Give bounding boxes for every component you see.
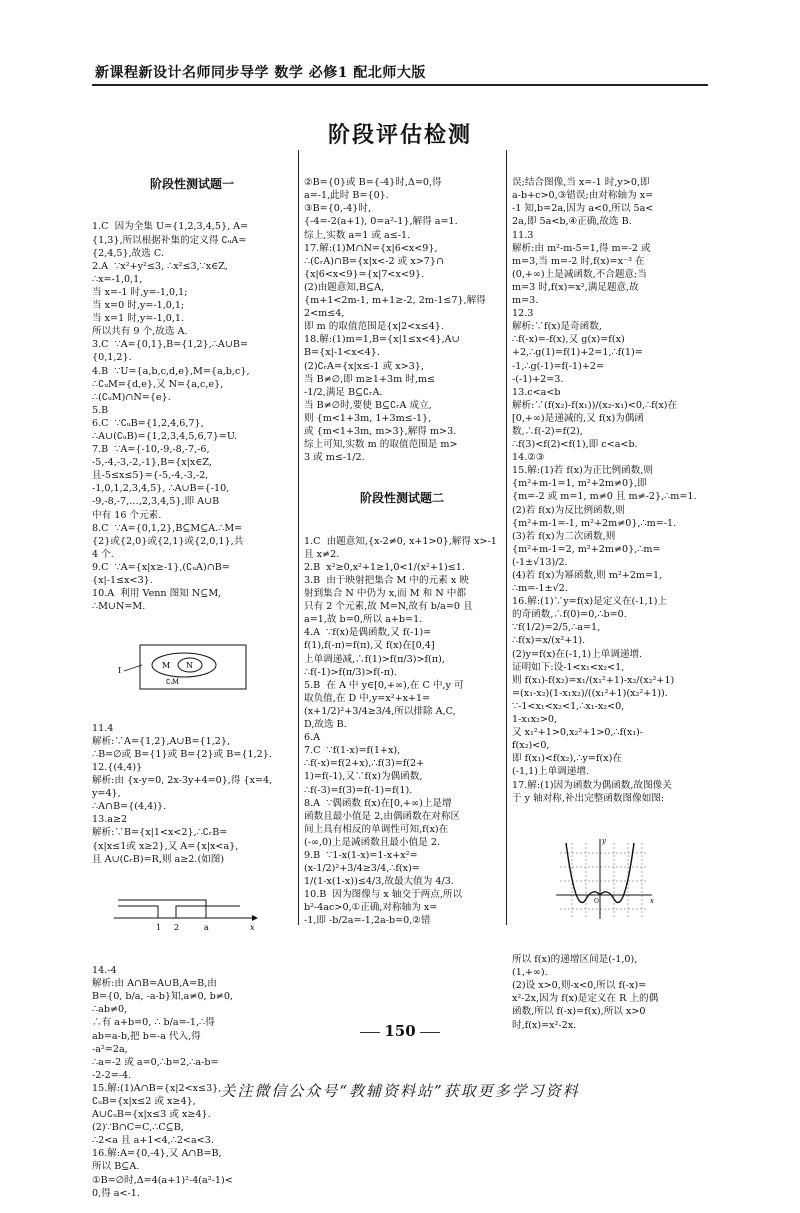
- answer-line: 1)=f(-1),又∵f(x)为偶函数,: [304, 771, 423, 783]
- answer-line: 解析:∵B={x|1<x<2},∴∁ᵣB=: [92, 827, 228, 839]
- answer-line: 11.3: [512, 229, 534, 241]
- answer-line: ①B=∅时,Δ=4(a+1)²-4(a²-1)<: [92, 1174, 233, 1186]
- answer-line: (2)∵B∩C=C,∴C⊆B,: [92, 1122, 184, 1134]
- answer-line: -9,-8,-7,…,2,3,4,5},即 A∪B: [92, 496, 220, 508]
- answer-line: 1/(1-x(1-x))≤4/3,故最大值为 4/3.: [304, 876, 454, 888]
- answer-line: ∴x=-1,0,1,: [92, 273, 143, 285]
- answer-line: 1.C 因为全集 U={1,2,3,4,5}, A=: [92, 221, 249, 233]
- answer-line: ∵f(1/2)=2/5,∴a=1,: [512, 622, 601, 634]
- answer-line: 当 x=0 时,y=-1,0,1;: [92, 300, 185, 312]
- answer-line: 15.解:(1)若 f(x)为正比例函数,则: [512, 465, 653, 477]
- answer-line: 函数且最小值是 2,由偶函数在对称区: [304, 810, 461, 822]
- page-title: 阶段评估检测: [327, 122, 472, 148]
- graph-x-label: x: [650, 896, 654, 905]
- answer-line: {1,3},所以根据补集的定义得 ∁ᵤA=: [92, 234, 247, 246]
- axis-arrow: [252, 915, 258, 921]
- answer-line: ab=a-b,把 b=-a 代入,得: [92, 1030, 201, 1042]
- answer-column-1: [92, 150, 292, 1213]
- answer-line: 14.②③: [512, 452, 545, 464]
- answer-line: 16.解:(1)∵y=f(x)是定义在(-1,1)上: [512, 596, 668, 608]
- answer-line: 9.C ∵A={x|x≥-1},(∁ᵤA)∩B=: [92, 561, 230, 573]
- answer-line: +2,∴g(1)=f(1)+2=1,∴f(1)=: [512, 347, 643, 359]
- answer-line: 上单调递减,∴f(1)>f(π/3)>f(π),: [304, 653, 445, 665]
- answer-line: 当 B≠∅时,要使 B⊆∁ᵣA 成立,: [304, 399, 432, 411]
- answer-line: 17.解:(1)因为函数为偶函数,故图像关: [512, 779, 672, 791]
- answer-line: 12.3: [512, 308, 534, 320]
- answer-line: {m=-2 或 m=1, m≠0 且 m≠-2},∴m=1.: [512, 491, 697, 503]
- answer-line: ∴M∪N=M.: [92, 601, 146, 613]
- answer-line: (x-1/2)²+3/4≥3/4,∴f(x)=: [304, 863, 420, 875]
- answer-column-3: [512, 150, 712, 1045]
- answer-line: 且-5≤x≤5}={-5,-4,-3,-2,: [92, 470, 209, 482]
- answer-line: (1,+∞).: [512, 967, 548, 979]
- answer-line: 则 {m<1+3m, 1+3m≤-1},: [304, 412, 432, 424]
- answer-line: 且 A∪(∁ᵣB)=R,则 a≥2.(如图): [92, 853, 225, 865]
- answer-line: 射到集合 N 中仍为 x,而 M 和 N 中都: [304, 588, 466, 600]
- interval-a: [118, 900, 206, 918]
- answer-line: ∴f(3)<f(2)<f(1),即 c<a<b.: [512, 439, 638, 451]
- answer-line: ∴A∩B={(4,4)}.: [92, 801, 167, 813]
- answer-line: {m²+m-1=1, m²+2m≠0},即: [512, 478, 647, 490]
- answer-line: (2)由题意知,B⊆A,: [304, 281, 385, 293]
- answer-line: ∴B=∅或 B={1}或 B={2}或 B={1,2}.: [92, 748, 272, 760]
- answer-line: 1.C 由题意知,{x-2≠0, x+1>0},解得 x>-1: [304, 535, 497, 547]
- answer-line: 5.B: [92, 404, 109, 416]
- answer-line: (2)若 f(x)为反比例函数,则: [512, 504, 625, 516]
- answer-line: 解析:由 m²-m-5=1,得 m=-2 或: [512, 242, 651, 254]
- answer-line: (4)若 f(x)为幂函数,则 m²+2m=1,: [512, 570, 663, 581]
- answers-block: [92, 220, 292, 613]
- answer-line: 17.解:(1)M∩N={x|6<x<9},: [304, 242, 438, 254]
- column-divider: [298, 150, 299, 925]
- answer-line: 11.4: [92, 722, 114, 734]
- answer-line: -1 知,b=2a,因为 a<0,所以 5a<: [512, 203, 654, 215]
- answer-line: ∵-1<x₁<x₂<1,∴x₁-x₂<0,: [512, 700, 625, 712]
- answer-line: -1,∴g(-1)=f(-1)+2=: [512, 360, 605, 372]
- section-heading-test-2: 阶段性测试题二: [359, 491, 444, 506]
- answer-line: 中有 16 个元素.: [92, 509, 162, 521]
- answer-line: {x|x≤1或 x≥2},又 A={x|x<a},: [92, 840, 239, 852]
- answer-line: 所以 f(x)的递增区间是(-1,0),: [512, 954, 638, 966]
- answer-line: 3 或 m≤-1/2.: [304, 452, 365, 464]
- answer-line: 当 x=-1 时,y=-1,0,1;: [92, 286, 188, 298]
- answer-column-2: [304, 150, 500, 941]
- answers-block: [304, 535, 500, 928]
- answer-line: 12.{(4,4)}: [92, 761, 143, 773]
- answer-line: 9.B ∵1-x(1-x)=1-x+x²=: [304, 849, 418, 861]
- answer-line: (2)设 x>0,则-x<0,所以 f(-x)=: [512, 980, 647, 992]
- answer-line: -1/2,满足 B⊆∁ᵣA.: [304, 386, 383, 398]
- venn-pointer: [124, 665, 142, 671]
- answer-line: D,故选 B.: [304, 719, 347, 731]
- answer-line: ∴f(-1)>f(π/3)>f(-π).: [304, 666, 397, 678]
- answer-line: 10.A 利用 Venn 图知 N⊆M,: [92, 588, 222, 600]
- venn-universe-rect: [140, 645, 246, 689]
- answer-line: x²-2x,因为 f(x)是定义在 R 上的偶: [512, 993, 659, 1005]
- answer-line: -5,-4,-3,-2,-1},B={x|x∈Z,: [92, 457, 212, 469]
- answer-line: ②B={0}或 B={-4}时,Δ=0,得: [304, 177, 442, 189]
- answer-line: 16.解:A={0,-4},又 A∩B=B,: [92, 1148, 222, 1160]
- answer-line: 数,∴f(-2)=f(2),: [512, 425, 583, 437]
- answer-line: 当 x=1 时,y=-1,0,1.: [92, 313, 185, 325]
- answer-line: 解析:∵A={1,2},A∪B={1,2},: [92, 735, 231, 747]
- answer-line: {m²+m-1=2, m²+2m≠0},∴m=(-1±√13)/2.: [512, 543, 661, 568]
- answer-line: 综上,实数 a=1 或 a≤-1.: [304, 229, 411, 241]
- header-rule: [92, 84, 708, 86]
- answer-line: {0,1,2}.: [92, 352, 132, 364]
- graph-grid: [560, 843, 648, 917]
- answer-line: {x|-1≤x<3}.: [92, 575, 153, 586]
- answer-line: ∴∁ᵤM={d,e},又 N={a,c,e},: [92, 378, 224, 390]
- answer-line: 的奇函数,∴f(0)=0,∴b=0.: [512, 609, 627, 621]
- answer-line: -2-2=-4.: [92, 1069, 132, 1081]
- answer-line: ∴ab≠0,: [92, 1004, 128, 1016]
- answer-line: ∴2<a 且 a+1<4,∴2<a<3.: [92, 1135, 214, 1147]
- answer-line: -1,0,1,2,3,4,5}, ∴A∪B={-10,: [92, 483, 230, 495]
- function-graph-figure: [552, 835, 656, 923]
- graph-y-label: y: [602, 836, 606, 845]
- answer-line: (-∞,0)上是减函数且最小值是 2.: [304, 836, 441, 848]
- answer-line: (2)y=f(x)在(-1,1)上单调递增.: [512, 648, 643, 660]
- answer-line: 解析:由 {x-y=0, 2x-3y+4=0},得 {x=4, y=4},: [92, 775, 276, 800]
- page-number-rule-right: [420, 1032, 440, 1033]
- answer-line: ∴有 a+b=0, ∴ b/a=-1,∴得: [92, 1017, 215, 1029]
- answer-line: -(-1)+2=3.: [512, 373, 564, 385]
- answer-line: 于 y 轴对称,补出完整函数图像如图:: [512, 792, 665, 804]
- answer-line: {2,4,5},故选 C.: [92, 247, 164, 259]
- answer-line: 取负值,在 D 中,y=x²+x+1=: [304, 692, 431, 704]
- answer-line: 13.a≥2: [92, 814, 128, 826]
- answer-line: 3.C ∵A={0,1},B={1,2},∴A∪B=: [92, 339, 248, 351]
- section-heading-test-1: 阶段性测试题一: [149, 177, 234, 192]
- answer-line: 8.C ∵A={0,1,2},B⊆M⊆A.∴M=: [92, 522, 243, 534]
- answer-line: 间上具有相反的单调性可知,f(x)在: [304, 823, 449, 835]
- answer-line: 解析:由 A∩B=A∪B,A=B,由: [92, 978, 217, 990]
- tick-label-1: 1: [156, 922, 162, 932]
- interval-left: [118, 906, 158, 918]
- answer-line: 13.c<a<b: [512, 386, 561, 398]
- answer-line: 0,得 a<-1.: [92, 1187, 140, 1199]
- answer-line: ∴f(-x)=f(2+x),∴f(3)=f(2+: [304, 758, 425, 770]
- answer-line: 15.解:(1)A∩B={x|2<x≤3},: [92, 1082, 222, 1094]
- answer-line: 综上可知,实数 m 的取值范围是 m>: [304, 439, 458, 451]
- answer-line: 又 x₁²+1>0,x₂²+1>0,∴f(x₁)-: [512, 727, 644, 739]
- answer-line: ∴m=-1±√2.: [512, 583, 568, 595]
- answer-line: =(x₁-x₂)(1-x₁x₂)/((x₁²+1)(x₂²+1)).: [512, 687, 668, 699]
- answer-line: 解析:∵(f(x₂)-f(x₁))/(x₂-x₁)<0,∴f(x)在: [512, 399, 678, 411]
- answer-line: (0,+∞)上是减函数,不合题意;当: [512, 268, 647, 280]
- answer-line: [0,+∞)是递减的,又 f(x)为偶函: [512, 412, 644, 424]
- answer-line: 即 m 的取值范围是{x|2<x≤4}.: [304, 321, 444, 333]
- number-line-figure: [110, 896, 260, 934]
- answer-line: 时,f(x)=x²-2x.: [512, 1019, 577, 1031]
- graph-origin-label: O: [594, 897, 599, 905]
- answer-line: 7.B ∵A={-10,-9,-8,-7,-6,: [92, 444, 210, 456]
- answer-line: f(1),f(-π)=f(π),又 f(x)在[0,4]: [304, 640, 435, 652]
- answer-line: 18.解:(1)m=1,B={x|1≤x<4},A∪: [304, 334, 460, 346]
- running-header: 新课程新设计名师同步导学 数学 必修1 配北师大版: [95, 65, 426, 81]
- answer-line: 2.B x²≥0,x²+1≥1,0<1/(x²+1)≤1.: [304, 561, 465, 573]
- answer-line: 8.A ∵偶函数 f(x)在[0,+∞)上是增: [304, 797, 452, 809]
- venn-label-m: M: [162, 661, 171, 671]
- venn-diagram: [110, 643, 250, 691]
- answer-line: ∴f(-3)=f(3)=f(-1)=f(1).: [304, 784, 413, 796]
- page-number: 150: [384, 1022, 416, 1040]
- answer-line: 当 B≠∅,即 m≥1+3m 时,m≤: [304, 373, 436, 385]
- answer-line: 函数,所以 f(-x)=f(x),所以 x>0: [512, 1006, 646, 1018]
- answer-line: 4.B ∵U={a,b,c,d,e},M={a,b,c},: [92, 365, 250, 377]
- tick-label-a: a: [204, 922, 209, 932]
- answer-line: 证明如下:设-1<x₁<x₂<1,: [512, 661, 625, 673]
- venn-label-n: N: [186, 661, 193, 671]
- answer-line: -a²=2a,: [92, 1043, 128, 1055]
- venn-label-universe: I: [118, 666, 122, 676]
- answers-block: [92, 722, 292, 866]
- answer-line: 误;结合图像,当 x=-1 时,y>0,即: [512, 177, 650, 189]
- answer-line: f(x₂)<0,: [512, 740, 550, 752]
- answer-line: m=3 时,f(x)=x²,满足题意,故: [512, 281, 639, 293]
- answer-line: a=-1,此时 B={0}.: [304, 190, 389, 202]
- answer-line: {m²+m-1=-1, m²+2m≠0},∴m=-1.: [512, 517, 677, 529]
- answer-line: {2}或{2,0}或{2,1}或{2,0,1},共: [92, 535, 244, 547]
- answer-line: a-b+c>0,③错误;由对称轴为 x=: [512, 190, 654, 202]
- tick-label-2: 2: [174, 922, 180, 932]
- answer-line: m=3,当 m=-2 时,f(x)=x⁻³ 在: [512, 255, 645, 267]
- answer-line: m=3.: [512, 295, 539, 307]
- answer-line: ③B={0,-4}时,: [304, 203, 372, 215]
- answers-block: [512, 176, 712, 805]
- answer-line: 6.A: [304, 732, 321, 744]
- answer-line: 即 f(x₁)<f(x₂),∴y=f(x)在: [512, 753, 622, 765]
- answer-line: -1,即 -b/2a=-1,2a-b=0,②错: [304, 915, 431, 927]
- answer-line: ∴a=-2 或 a=0,∴b=2,∴a-b=: [92, 1056, 219, 1068]
- answer-line: a=1,故 b=0,所以 a+b=1.: [304, 614, 423, 626]
- answer-line: {x|6<x<9}={x|7<x<9}.: [304, 268, 425, 280]
- answer-line: 所以共有 9 个,故选 A.: [92, 326, 188, 338]
- answer-line: (-1,1)上单调递增.: [512, 766, 590, 778]
- answer-line: 14.-4: [92, 965, 117, 977]
- answer-line: ∴(∁ᵣA)∩B={x|x<-2 或 x>7}∩: [304, 255, 445, 267]
- axis-label-x: x: [250, 922, 255, 932]
- answer-line: {-4=-2(a+1), 0=a²-1},解得 a=1.: [304, 216, 458, 228]
- answer-line: 4.A ∵f(x)是偶函数,又 f(-1)=: [304, 627, 432, 639]
- answer-line: 2.A ∵x²+y²≤3, ∴x²≤3,∵x∈Z,: [92, 260, 228, 272]
- answer-line: 3.B 由于映射把集合 M 中的元素 x 映: [304, 575, 469, 586]
- answer-line: B={x|-1<x<4}.: [304, 347, 380, 359]
- answer-line: 则 f(x₁)-f(x₂)=x₁/(x₁²+1)-x₂/(x₂²+1): [512, 674, 675, 686]
- column-divider: [506, 150, 507, 925]
- answer-line: 7.C ∵f(1-x)=f(1+x),: [304, 745, 401, 757]
- answer-line: ∁ᵤB={x|x≤2 或 x≥4},: [92, 1096, 196, 1107]
- answer-line: b²-4ac>0,①正确,对称轴为 x=: [304, 902, 438, 914]
- answer-line: 1-x₁x₂>0,: [512, 714, 558, 726]
- answer-line: ∴f(x)=x/(x²+1).: [512, 635, 586, 647]
- answer-line: (3)若 f(x)为二次函数,则: [512, 530, 616, 542]
- answers-block: [304, 176, 500, 464]
- answer-line: ∴(∁ᵤM)∩N={e}.: [92, 391, 171, 403]
- answer-line: 5.B 在 A 中 y∈[0,+∞),在 C 中,y 可: [304, 679, 464, 691]
- answer-line: (x+1/2)²+3/4≥3/4,所以排除 A,C,: [304, 705, 456, 717]
- footer-note: 关注微信公众号“教辅资料站”获取更多学习资料: [220, 1082, 580, 1100]
- answer-line: {m+1<2m-1, m+1≥-2, 2m-1≤7},解得 2<m≤4,: [304, 295, 489, 320]
- answer-line: ∴A∪(∁ᵤB)={1,2,3,4,5,6,7}=U.: [92, 430, 238, 442]
- answer-line: 且 x≠2.: [304, 548, 340, 560]
- answer-line: 或 {m<1+3m, m>3},解得 m>3.: [304, 425, 457, 437]
- answer-line: 6.C ∵∁ᵤB={1,2,4,6,7},: [92, 417, 204, 429]
- answer-line: 只有 2 个元素,故 M=N,故有 b/a=0 且: [304, 601, 473, 613]
- venn-label-complement: ∁ᵢM: [166, 678, 180, 687]
- answer-line: 所以 B⊆A.: [92, 1161, 140, 1173]
- interval-right: [176, 906, 240, 918]
- answer-line: ∴f(-x)=-f(x),又 g(x)=f(x): [512, 334, 625, 346]
- answer-line: (2)∁ᵣA={x|x≤-1 或 x>3},: [304, 360, 424, 372]
- answer-line: A∪∁ᵤB={x|x≤3 或 x≥4}.: [92, 1109, 211, 1121]
- answer-line: B={0, b/a, -a-b}知,a≠0, b≠0,: [92, 991, 233, 1003]
- answer-line: 10.B 因为图像与 x 轴交于两点,所以: [304, 889, 463, 901]
- answer-line: 解析:∵f(x)是奇函数,: [512, 321, 602, 333]
- answer-line: 4 个.: [92, 548, 114, 560]
- answers-block: [512, 953, 712, 1032]
- answer-line: 2a,即 5a<b,④正确,故选 B.: [512, 216, 632, 228]
